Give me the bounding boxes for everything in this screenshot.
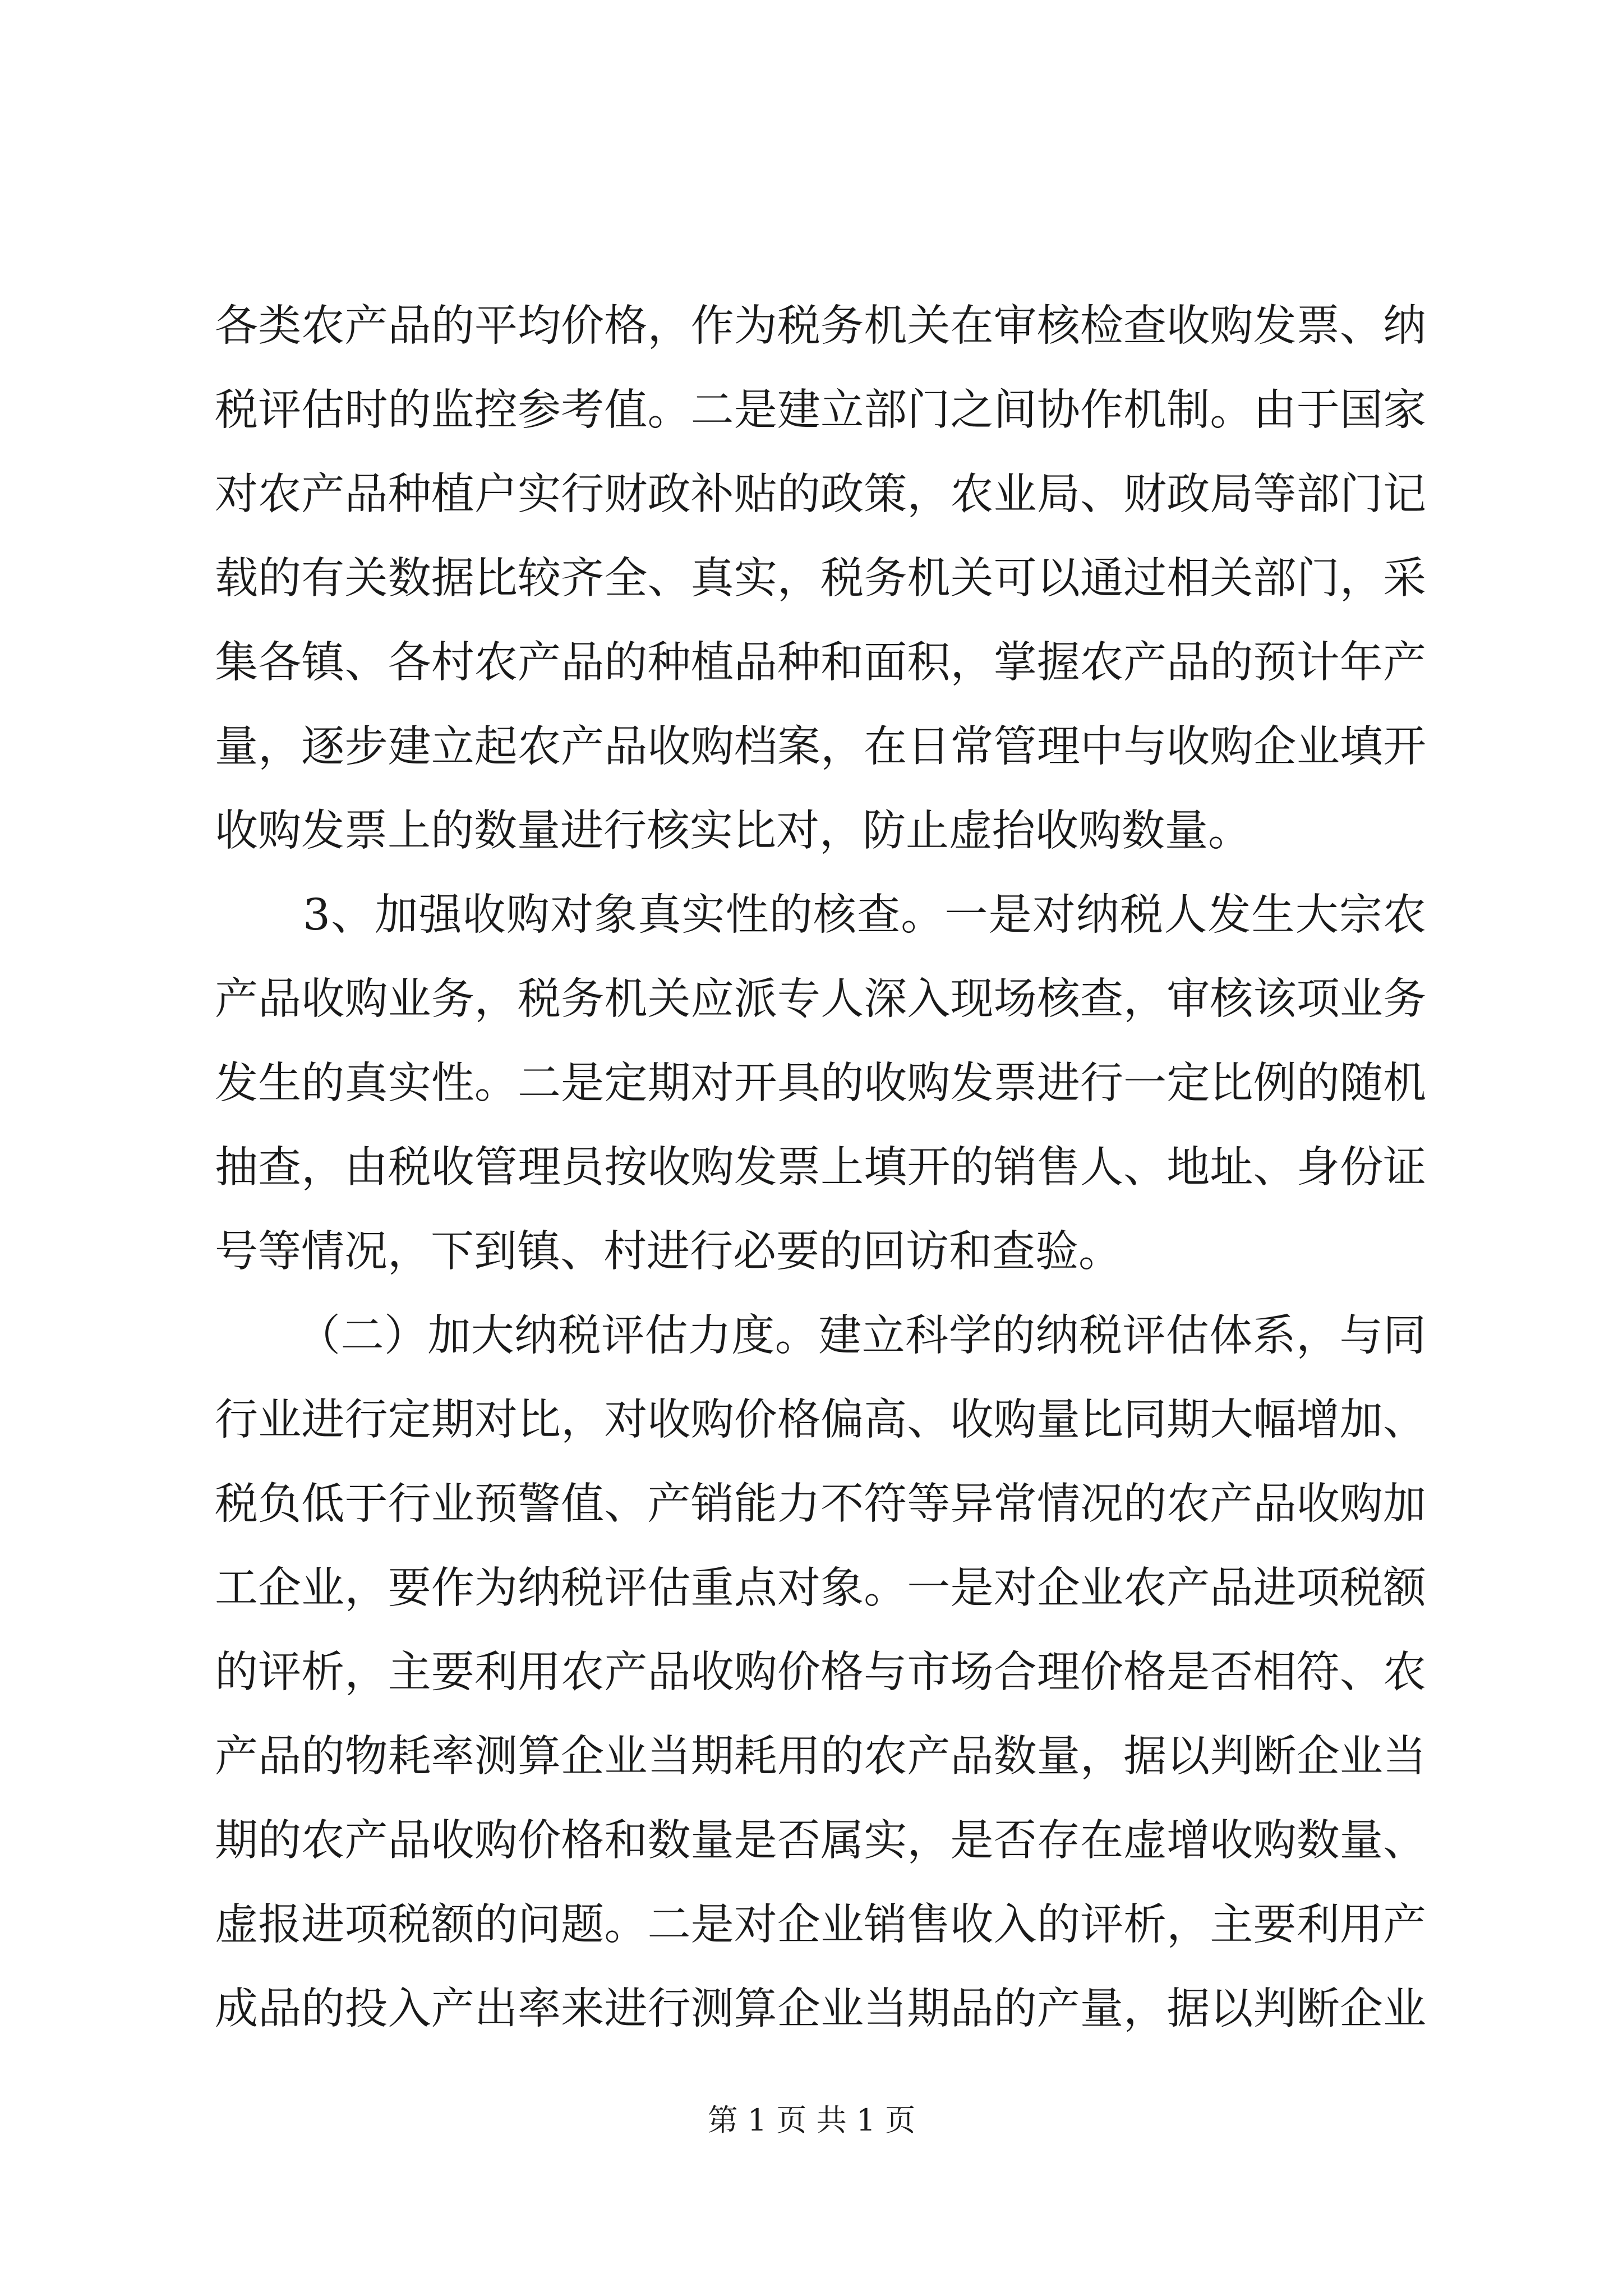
- body-line: 各类农产品的平均价格，作为税务机关在审核检查收购发票、纳: [215, 301, 1426, 351]
- body-line: 税评估时的监控参考值。二是建立部门之间协作机制。由于国家: [215, 385, 1426, 435]
- body-line: 量，逐步建立起农产品收购档案，在日常管理中与收购企业填开: [215, 722, 1426, 772]
- body-line: 产品的物耗率测算企业当期耗用的农产品数量，据以判断企业当: [215, 1732, 1426, 1782]
- body-line: 集各镇、各村农产品的种植品种和面积，掌握农产品的预计年产: [215, 638, 1426, 688]
- body-line: 收购发票上的数量进行核实比对，防止虚抬收购数量。: [215, 806, 1251, 856]
- body-line: 的评析，主要利用农产品收购价格与市场合理价格是否相符、农: [215, 1648, 1426, 1697]
- body-line: 载的有关数据比较齐全、真实，税务机关可以通过相关部门，采: [215, 554, 1426, 604]
- section-2-first-line: （二）加大纳税评估力度。建立科学的纳税评估体系，与同: [297, 1311, 1426, 1361]
- body-line: 工企业，要作为纳税评估重点对象。一是对企业农产品进项税额: [215, 1563, 1426, 1613]
- body-line: 号等情况，下到镇、村进行必要的回访和查验。: [215, 1227, 1122, 1277]
- body-line: 成品的投入产出率来进行测算企业当期品的产量，据以判断企业: [215, 1984, 1426, 2034]
- body-line: 对农产品种植户实行财政补贴的政策，农业局、财政局等部门记: [215, 470, 1426, 519]
- body-line: 发生的真实性。二是定期对开具的收购发票进行一定比例的随机: [215, 1059, 1426, 1108]
- body-line: 虚报进项税额的问题。二是对企业销售收入的评析，主要利用产: [215, 1900, 1426, 1950]
- body-line: 期的农产品收购价格和数量是否属实，是否存在虚增收购数量、: [215, 1816, 1426, 1866]
- body-line: 产品收购业务，税务机关应派专人深入现场核查，审核该项业务: [215, 974, 1426, 1024]
- paragraph-3-first-line: 3、加强收购对象真实性的核查。一是对纳税人发生大宗农: [303, 890, 1426, 940]
- body-line: 税负低于行业预警值、产销能力不符等异常情况的农产品收购加: [215, 1479, 1426, 1529]
- page-footer: 第 1 页 共 1 页: [707, 2102, 916, 2138]
- body-line: 抽查，由税收管理员按收购发票上填开的销售人、地址、身份证: [215, 1143, 1426, 1193]
- body-line: 行业进行定期对比，对收购价格偏高、收购量比同期大幅增加、: [215, 1395, 1426, 1445]
